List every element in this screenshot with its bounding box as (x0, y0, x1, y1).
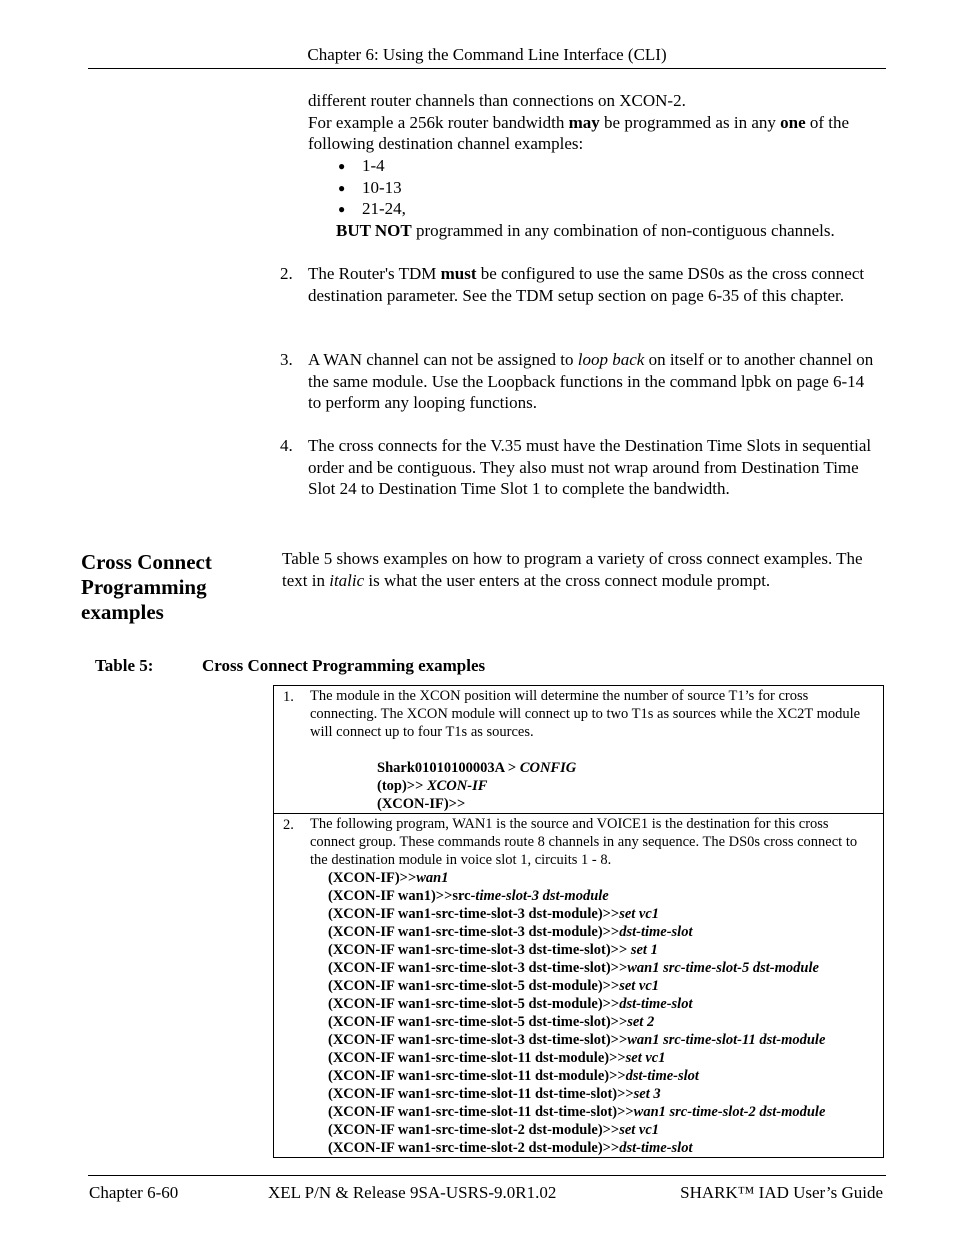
user-input: wan1 src-time-slot-2 dst-module (633, 1104, 826, 1120)
command-line (328, 995, 875, 1013)
examples-table (273, 685, 884, 1158)
user-input: -time-slot-3 dst-module (470, 888, 609, 904)
user-input: set vc1 (619, 978, 660, 994)
user-input: set 1 (630, 942, 658, 958)
command-line (328, 1103, 875, 1121)
cli-prompt: (XCON-IF wan1-src-time-slot-3 dst-time-slot)>> (328, 1032, 628, 1048)
user-input: wan1 src-time-slot-11 dst-module (627, 1032, 826, 1048)
command-line (328, 1067, 875, 1085)
user-input: dst-time-slot (619, 924, 693, 940)
table-caption (95, 656, 595, 678)
bullet-icon: ● (338, 202, 346, 216)
command-line (377, 759, 875, 777)
bullet-icon: ● (338, 180, 346, 195)
cli-prompt: (XCON-IF wan1-src-time-slot-5 dst-module)>> (328, 978, 620, 994)
cli-prompt: Shark01010100003A > (377, 760, 520, 776)
command-line (328, 923, 875, 941)
command-list (377, 759, 875, 813)
cli-prompt: (XCON-IF wan1-src-time-slot-3 dst-time-slot)>> (328, 942, 631, 958)
footer-guide-title: SHARK™ IAD User’s Guide (680, 1183, 883, 1202)
cli-prompt: (XCON-IF wan1-src-time-slot-2 dst-module)>> (328, 1122, 620, 1138)
row-description: The following program, WAN1 is the source and VOICE1 is the destination for this cross connect group. These commands route 8 channels in any sequence. The DS0s cross connect to the destination module in voice slot 1, circuits 1 - 8. (310, 816, 858, 868)
user-input: dst-time-slot (619, 996, 693, 1012)
command-list (328, 869, 875, 1157)
cli-prompt: (XCON-IF wan1-src-time-slot-11 dst-time-slot)>> (328, 1086, 634, 1102)
command-line (328, 905, 875, 923)
command-line (328, 941, 875, 959)
user-input: set 2 (627, 1014, 655, 1030)
cli-prompt: (XCON-IF)>> (328, 870, 417, 886)
table-label: Table 5: (95, 656, 154, 675)
command-line (328, 1049, 875, 1067)
numbered-item-3: 3. A WAN channel can not be assigned to loop back on itself or to another channel on the same module. Use the Loopback functions in the command lpbk on page 6-14 to perform any looping functions. (280, 350, 874, 412)
command-line (328, 887, 875, 905)
cli-prompt: (top)>> (377, 778, 427, 794)
cli-prompt: (XCON-IF wan1-src-time-slot-3 dst-time-slot)>> (328, 960, 628, 976)
user-input: XCON-IF (426, 778, 488, 794)
numbered-item-2: 2. The Router's TDM must be configured to use the same DS0s as the cross connect destination parameter. See the TDM setup section on page 6-35 of this chapter. (280, 264, 865, 305)
page-header (88, 44, 886, 69)
section-heading: Cross Connect Programming examples (81, 550, 212, 624)
command-line (328, 1121, 875, 1139)
but-not-line: BUT NOT programmed in any combination of non-contiguous channels. (336, 221, 835, 240)
user-input: set 3 (633, 1086, 661, 1102)
command-line (328, 1031, 875, 1049)
command-line (377, 777, 875, 795)
command-line (328, 959, 875, 977)
command-line (328, 977, 875, 995)
page-footer (88, 1175, 886, 1206)
cli-prompt: (XCON-IF wan1-src-time-slot-11 dst-module)>> (328, 1050, 626, 1066)
intro-line: different router channels than connections on XCON-2. (308, 91, 686, 110)
intro-example: For example a 256k router bandwidth may be programmed as in any one of the following destination channel examples: (308, 112, 850, 153)
user-input: wan1 (416, 870, 449, 886)
table-row: 1. The module in the XCON position will determine the number of source T1’s for cross connecting. The XCON module will connect up to two T1s as sources while the XC2T module will connect up to four T1s as sources. Shark01010100003A > CONFIG (top)>> XCON-IF (XCON-IF)>> (274, 686, 883, 814)
cli-prompt: (XCON-IF wan1-src-time-slot-3 dst-module)>> (328, 924, 620, 940)
row-description: The module in the XCON position will determine the number of source T1’s for cross connecting. The XCON module will connect up to two T1s as sources while the XC2T module will connect up to four T1s as sources. (310, 688, 861, 740)
section-paragraph: Table 5 shows examples on how to program a variety of cross connect examples. The text in italic is what the user enters at the cross connect module prompt. (282, 549, 863, 590)
cli-prompt: (XCON-IF wan1-src-time-slot-11 dst-module)>> (328, 1068, 626, 1084)
user-input: wan1 src-time-slot-5 dst-module (627, 960, 819, 976)
list-item: ● 1-4 (336, 155, 876, 177)
user-input: dst-time-slot (619, 1140, 693, 1156)
table-row: 2. The following program, WAN1 is the source and VOICE1 is the destination for this cross connect group. These commands route 8 channels in any sequence. The DS0s cross connect to the destination module in voice slot 1, circuits 1 - 8. (XCON-IF)>>wan1 (XCON-IF wan1)>>src-time-slot-3 dst-module (XCON-IF wan1-src-time-slot-3 dst-module)>>set vc1 (XCON-IF wan1-src-time-slot-3 dst-module)>>dst-time-slot (XCON-IF wan1-src-time-slot-3 dst-time-slot)>> set 1 (XCON-IF wan1-src-time-slot-3 dst-time-slot)>>wan1 src-time-slot-5 dst-module (XCON-IF wan1-src-time-slot-5 dst-module)>>set vc1 (XCON-IF wan1-src-time-slot-5 dst-module)>>dst-time-slot (XCON-IF wan1-src-time-slot-5 dst-time-slot)>>set 2 (XCON-IF wan1-src-time-slot-3 dst-time-slot)>>wan1 src-time-slot-11 dst-module (XCON-IF wan1-src-time-slot-11 dst-module)>>set vc1 (XCON-IF wan1-src-time-slot-11 dst-module)>>dst-time-slot (XCON-IF wan1-src-time-slot-11 dst-time-slot)>>set 3 (XCON-IF wan1-src-time-slot-11 dst-time-slot)>>wan1 src-time-slot-2 dst-module (XCON-IF wan1-src-time-slot-2 dst-module)>>set vc1 (XCON-IF wan1-src-time-slot-2 dst-module)>>dst-time-slot (274, 814, 883, 1157)
channel-bullet-list (336, 155, 876, 220)
command-line (328, 1013, 875, 1031)
bullet-icon: ● (338, 159, 346, 173)
cli-prompt: (XCON-IF wan1-src-time-slot-2 dst-module)>> (328, 1140, 620, 1156)
command-line (328, 869, 875, 887)
command-line (377, 795, 875, 813)
user-input: CONFIG (519, 760, 577, 776)
cli-prompt: (XCON-IF wan1-src-time-slot-11 dst-time-slot)>> (328, 1104, 634, 1120)
footer-release: XEL P/N & Release 9SA-USRS-9.0R1.02 (268, 1183, 557, 1202)
user-input: set vc1 (619, 906, 660, 922)
list-item: ● 10-13 (336, 177, 876, 199)
header-title: Chapter 6: Using the Command Line Interface (CLI) (307, 45, 667, 64)
user-input: set vc1 (619, 1122, 660, 1138)
list-item: ● 21-24, (336, 198, 876, 220)
numbered-item-4: 4. The cross connects for the V.35 must have the Destination Time Slots in sequential order and be contiguous. They also must not wrap around from Destination Time Slot 24 to Destination Time Slot 1 to complete the bandwidth. (280, 436, 872, 498)
command-line (328, 1085, 875, 1103)
user-input: dst-time-slot (625, 1068, 699, 1084)
user-input: set vc1 (625, 1050, 666, 1066)
intro-paragraph (308, 90, 888, 155)
cli-prompt: (XCON-IF wan1-src-time-slot-5 dst-time-slot)>> (328, 1014, 628, 1030)
footer-page: Chapter 6-60 (89, 1183, 179, 1202)
cli-prompt: (XCON-IF)>> (377, 796, 466, 812)
command-line (328, 1139, 875, 1157)
cli-prompt: (XCON-IF wan1)>>src (328, 888, 471, 904)
table-title: Cross Connect Programming examples (202, 656, 486, 675)
cli-prompt: (XCON-IF wan1-src-time-slot-5 dst-module)>> (328, 996, 620, 1012)
cli-prompt: (XCON-IF wan1-src-time-slot-3 dst-module)>> (328, 906, 620, 922)
